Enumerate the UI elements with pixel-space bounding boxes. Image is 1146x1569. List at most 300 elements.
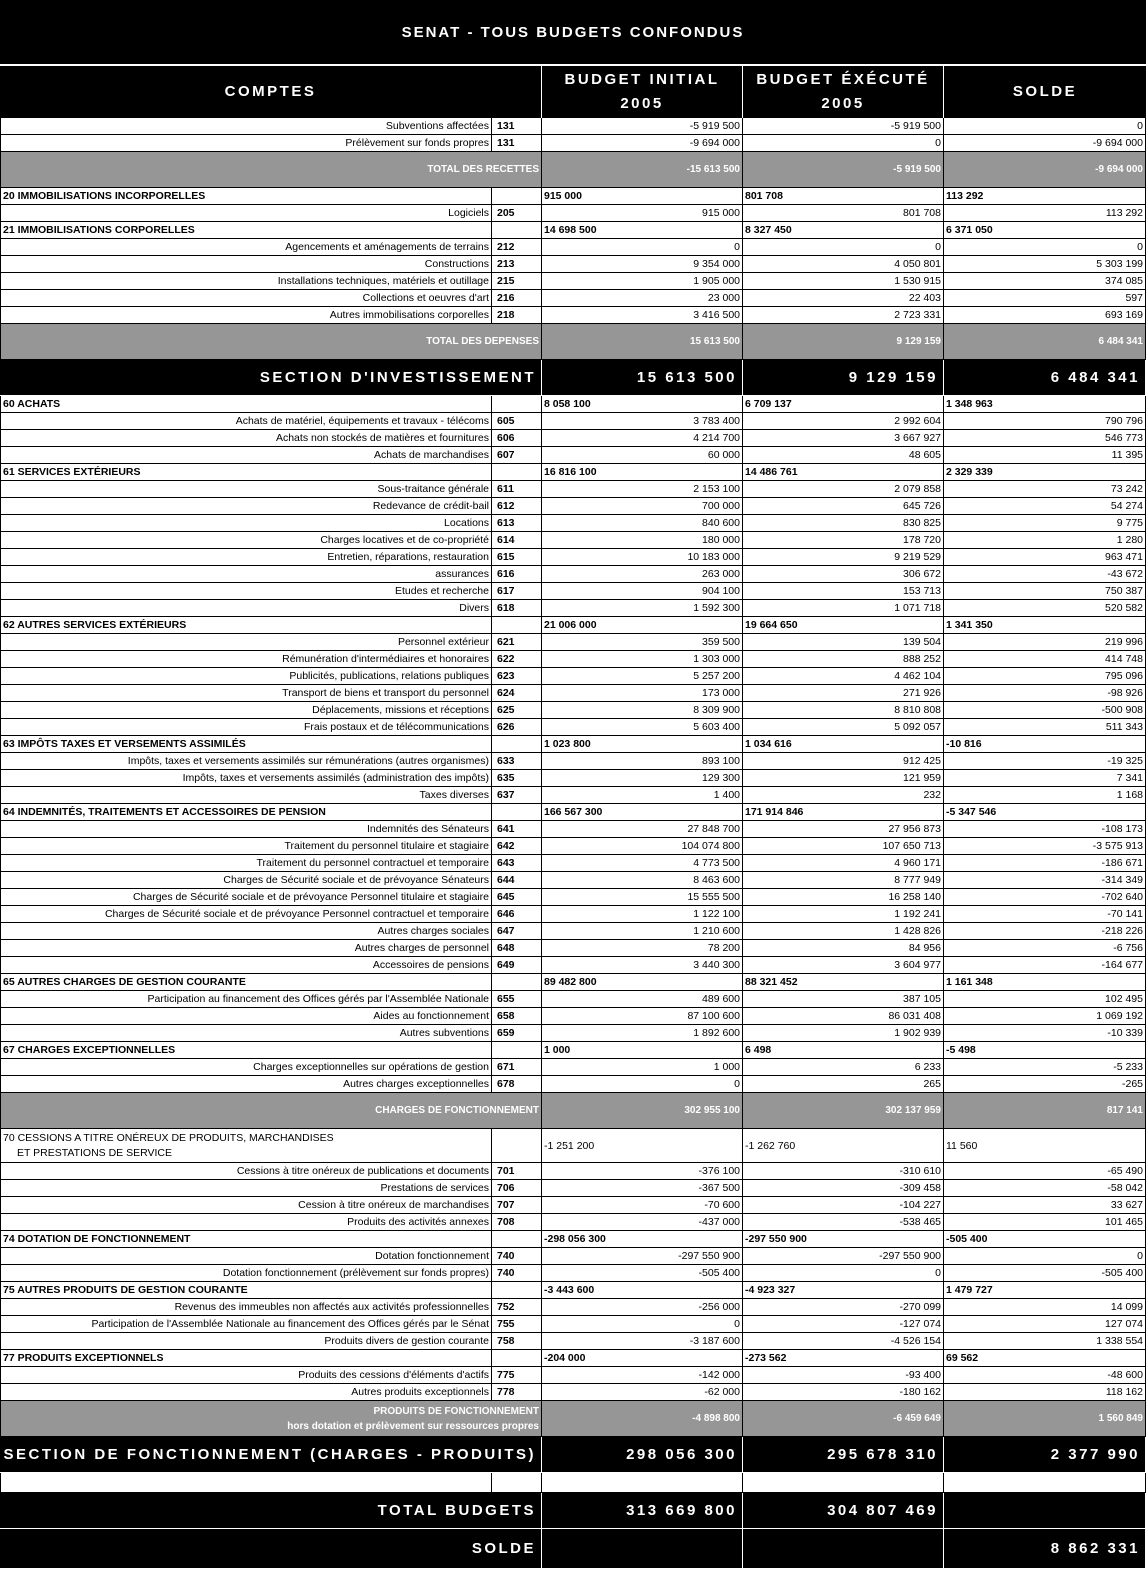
table-row	[0, 135, 1146, 152]
account-label: 77 PRODUITS EXCEPTIONNELS	[0, 1350, 492, 1366]
section-label	[0, 360, 542, 395]
group-row	[0, 1042, 1146, 1059]
account-label: Charges de Sécurité sociale et de prévoyance Sénateurs	[0, 872, 492, 888]
account-label: 62 AUTRES SERVICES EXTÉRIEURS	[0, 617, 492, 633]
section-label-text: TOTAL BUDGETS	[377, 1502, 536, 1519]
budget-execute-value: 1 192 241	[743, 906, 944, 922]
group-row	[0, 974, 1146, 991]
table-row	[0, 1265, 1146, 1282]
account-code: 626	[492, 719, 542, 735]
budget-execute-value: 302 137 959	[743, 1093, 944, 1128]
account-label: Dotation fonctionnement (prélèvement sur fonds propres)	[0, 1265, 492, 1281]
solde-value: 0	[944, 239, 1146, 255]
budget-initial-value: 5 603 400	[542, 719, 743, 735]
table-row	[0, 753, 1146, 770]
budget-execute-value: -104 227	[743, 1197, 944, 1213]
account-code: 216	[492, 290, 542, 306]
account-label-line2: ET PRESTATIONS DE SERVICE	[17, 1146, 173, 1159]
empty-cell	[0, 1473, 492, 1492]
account-label: 20 IMMOBILISATIONS INCORPORELLES	[0, 188, 492, 204]
account-label: Constructions	[0, 256, 492, 272]
budget-initial-value: -505 400	[542, 1265, 743, 1281]
account-code: 614	[492, 532, 542, 548]
budget-initial-value: 1 400	[542, 787, 743, 803]
solde-value: -9 694 000	[944, 152, 1146, 187]
section-row	[0, 1493, 1146, 1529]
account-label: Accessoires de pensions	[0, 957, 492, 973]
budget-table-body	[0, 118, 1146, 1569]
account-label: Charges exceptionnelles sur opérations de gestion	[0, 1059, 492, 1075]
table-header	[0, 66, 1146, 118]
group-row	[0, 804, 1146, 821]
account-code: 740	[492, 1265, 542, 1281]
solde-value	[944, 1493, 1146, 1528]
budget-execute-value: 304 807 469	[743, 1493, 944, 1528]
solde-value: 14 099	[944, 1299, 1146, 1315]
account-label: Autres produits exceptionnels	[0, 1384, 492, 1400]
solde-value: -58 042	[944, 1180, 1146, 1196]
solde-value: -314 349	[944, 872, 1146, 888]
account-code: 647	[492, 923, 542, 939]
solde-value: 5 303 199	[944, 256, 1146, 272]
account-label: 67 CHARGES EXCEPTIONNELLES	[0, 1042, 492, 1058]
account-label: Autres immobilisations corporelles	[0, 307, 492, 323]
account-label: Cessions à titre onéreux de publications et documents	[0, 1163, 492, 1179]
account-label: Prestations de services	[0, 1180, 492, 1196]
account-code	[492, 736, 542, 752]
budget-execute-value: 271 926	[743, 685, 944, 701]
account-code	[492, 1350, 542, 1366]
account-label: Sous-traitance générale	[0, 481, 492, 497]
account-label: Locations	[0, 515, 492, 531]
account-label: Revenus des immeubles non affectés aux activités professionnelles	[0, 1299, 492, 1315]
account-code: 740	[492, 1248, 542, 1264]
solde-value: 2 377 990	[944, 1437, 1146, 1472]
solde-value: 0	[944, 118, 1146, 134]
budget-execute-value: 912 425	[743, 753, 944, 769]
section-label-text: SECTION DE FONCTIONNEMENT (CHARGES - PRODUITS)	[3, 1446, 536, 1463]
budget-execute-value: 2 723 331	[743, 307, 944, 323]
account-code: 643	[492, 855, 542, 871]
title-text: SENAT - TOUS BUDGETS CONFONDUS	[401, 23, 745, 41]
solde-value: 1 161 348	[944, 974, 1146, 990]
solde-value: 817 141	[944, 1093, 1146, 1128]
solde-value: -3 575 913	[944, 838, 1146, 854]
solde-value: 11 395	[944, 447, 1146, 463]
table-row	[0, 1163, 1146, 1180]
account-label: Charges de Sécurité sociale et de prévoyance Personnel titulaire et stagiaire	[0, 889, 492, 905]
solde-value: -10 816	[944, 736, 1146, 752]
budget-initial-value: 1 303 000	[542, 651, 743, 667]
budget-initial-value: 904 100	[542, 583, 743, 599]
budget-initial-value: -70 600	[542, 1197, 743, 1213]
account-code: 624	[492, 685, 542, 701]
table-row	[0, 787, 1146, 804]
solde-value: 73 242	[944, 481, 1146, 497]
solde-value: -702 640	[944, 889, 1146, 905]
solde-value: 127 074	[944, 1316, 1146, 1332]
budget-execute-value: -310 610	[743, 1163, 944, 1179]
table-row	[0, 770, 1146, 787]
account-label: Agencements et aménagements de terrains	[0, 239, 492, 255]
account-code: 613	[492, 515, 542, 531]
budget-initial-value: 1 122 100	[542, 906, 743, 922]
table-row	[0, 1367, 1146, 1384]
account-label: 64 INDEMNITÉS, TRAITEMENTS ET ACCESSOIRES DE PENSION	[0, 804, 492, 820]
account-code: 607	[492, 447, 542, 463]
account-label: Impôts, taxes et versements assimilés sur rémunérations (autres organismes)	[0, 753, 492, 769]
solde-value: 1 280	[944, 532, 1146, 548]
budget-execute-value: 9 129 159	[743, 324, 944, 359]
account-code: 617	[492, 583, 542, 599]
section-label-text: SECTION D'INVESTISSEMENT	[259, 369, 536, 386]
account-label: Traitement du personnel contractuel et temporaire	[0, 855, 492, 871]
account-code: 752	[492, 1299, 542, 1315]
account-label: Traitement du personnel titulaire et stagiaire	[0, 838, 492, 854]
budget-initial-value: -3 443 600	[542, 1282, 743, 1298]
budget-execute-value: 645 726	[743, 498, 944, 514]
budget-initial-value: -376 100	[542, 1163, 743, 1179]
account-label: Divers	[0, 600, 492, 616]
budget-execute-value: -538 465	[743, 1214, 944, 1230]
account-label: Aides au fonctionnement	[0, 1008, 492, 1024]
account-label: 63 IMPÔTS TAXES ET VERSEMENTS ASSIMILÉS	[0, 736, 492, 752]
budget-initial-value: 8 463 600	[542, 872, 743, 888]
solde-value: -500 908	[944, 702, 1146, 718]
section-label-text: SOLDE	[471, 1540, 536, 1557]
header-comptes	[0, 66, 542, 118]
account-code: 645	[492, 889, 542, 905]
budget-initial-value: 3 416 500	[542, 307, 743, 323]
solde-value: 7 341	[944, 770, 1146, 786]
account-code	[492, 1042, 542, 1058]
total-row	[0, 1093, 1146, 1129]
account-label: Indemnités des Sénateurs	[0, 821, 492, 837]
account-code: 618	[492, 600, 542, 616]
budget-execute-value: 121 959	[743, 770, 944, 786]
budget-execute-value: 830 825	[743, 515, 944, 531]
spacer-row	[0, 1473, 1146, 1493]
table-row	[0, 583, 1146, 600]
account-code	[492, 974, 542, 990]
account-code: 641	[492, 821, 542, 837]
table-row	[0, 872, 1146, 889]
budget-execute-value: -6 459 649	[743, 1401, 944, 1436]
table-row	[0, 273, 1146, 290]
budget-execute-value: 5 092 057	[743, 719, 944, 735]
budget-execute-value: 801 708	[743, 188, 944, 204]
account-code: 625	[492, 702, 542, 718]
account-code: 701	[492, 1163, 542, 1179]
total-label-text: TOTAL DES RECETTES	[427, 164, 539, 175]
section-label	[0, 1493, 542, 1528]
budget-initial-value: 4 773 500	[542, 855, 743, 871]
group-row	[0, 222, 1146, 239]
header-execute-year: 2005	[821, 95, 865, 112]
account-label: Transport de biens et transport du personnel	[0, 685, 492, 701]
solde-value: -10 339	[944, 1025, 1146, 1041]
solde-value: -6 756	[944, 940, 1146, 956]
account-label: 75 AUTRES PRODUITS DE GESTION COURANTE	[0, 1282, 492, 1298]
budget-execute-value: 3 667 927	[743, 430, 944, 446]
budget-initial-value: -437 000	[542, 1214, 743, 1230]
total-label	[0, 152, 542, 187]
budget-initial-value: 23 000	[542, 290, 743, 306]
solde-value: -5 498	[944, 1042, 1146, 1058]
account-code	[492, 617, 542, 633]
account-label: 61 SERVICES EXTÉRIEURS	[0, 464, 492, 480]
account-code: 215	[492, 273, 542, 289]
group-row	[0, 1282, 1146, 1299]
budget-execute-value: -5 919 500	[743, 152, 944, 187]
budget-initial-value: 359 500	[542, 634, 743, 650]
budget-execute-value: 1 071 718	[743, 600, 944, 616]
budget-execute-value: -297 550 900	[743, 1231, 944, 1247]
solde-value: -265	[944, 1076, 1146, 1092]
account-code: 621	[492, 634, 542, 650]
account-label: Collections et oeuvres d'art	[0, 290, 492, 306]
total-label	[0, 324, 542, 359]
solde-value: 113 292	[944, 188, 1146, 204]
account-label: Autres charges sociales	[0, 923, 492, 939]
account-code: 775	[492, 1367, 542, 1383]
account-code: 623	[492, 668, 542, 684]
solde-value: 790 796	[944, 413, 1146, 429]
budget-execute-value: -93 400	[743, 1367, 944, 1383]
table-row	[0, 549, 1146, 566]
header-initial-label: BUDGET INITIAL	[564, 71, 720, 88]
table-row	[0, 821, 1146, 838]
budget-initial-value: 89 482 800	[542, 974, 743, 990]
account-code: 605	[492, 413, 542, 429]
account-code: 642	[492, 838, 542, 854]
account-label: 74 DOTATION DE FONCTIONNEMENT	[0, 1231, 492, 1247]
table-row	[0, 1316, 1146, 1333]
budget-execute-value: 306 672	[743, 566, 944, 582]
solde-value: 1 338 554	[944, 1333, 1146, 1349]
table-row	[0, 889, 1146, 906]
budget-execute-value: 171 914 846	[743, 804, 944, 820]
solde-value: 69 562	[944, 1350, 1146, 1366]
solde-value: 546 773	[944, 430, 1146, 446]
budget-initial-value: -15 613 500	[542, 152, 743, 187]
group-row	[0, 464, 1146, 481]
solde-value: -48 600	[944, 1367, 1146, 1383]
budget-initial-value: 263 000	[542, 566, 743, 582]
account-code: 648	[492, 940, 542, 956]
budget-initial-value: -204 000	[542, 1350, 743, 1366]
budget-initial-value: 21 006 000	[542, 617, 743, 633]
table-row	[0, 1384, 1146, 1401]
budget-initial-value: 104 074 800	[542, 838, 743, 854]
table-row	[0, 668, 1146, 685]
budget-execute-value: 1 902 939	[743, 1025, 944, 1041]
account-label: Dotation fonctionnement	[0, 1248, 492, 1264]
solde-value: 597	[944, 290, 1146, 306]
account-code	[492, 396, 542, 412]
account-label-line1: 70 CESSIONS A TITRE ONÉREUX DE PRODUITS, MARCHANDISES	[3, 1131, 334, 1144]
table-row	[0, 481, 1146, 498]
solde-value: 219 996	[944, 634, 1146, 650]
account-code: 649	[492, 957, 542, 973]
table-row	[0, 838, 1146, 855]
budget-execute-value: 153 713	[743, 583, 944, 599]
solde-value: 1 168	[944, 787, 1146, 803]
budget-execute-value: 107 650 713	[743, 838, 944, 854]
header-execute-label: BUDGET ÉXÉCUTÉ	[756, 71, 930, 88]
account-label: Prélèvement sur fonds propres	[0, 135, 492, 151]
group-row	[0, 396, 1146, 413]
budget-execute-value: 8 327 450	[743, 222, 944, 238]
table-row	[0, 1008, 1146, 1025]
solde-value: 6 371 050	[944, 222, 1146, 238]
budget-initial-value: 4 214 700	[542, 430, 743, 446]
table-row	[0, 430, 1146, 447]
table-row	[0, 1333, 1146, 1350]
table-row	[0, 1025, 1146, 1042]
budget-initial-value: 166 567 300	[542, 804, 743, 820]
table-row	[0, 447, 1146, 464]
solde-value: 102 495	[944, 991, 1146, 1007]
budget-execute-value: 48 605	[743, 447, 944, 463]
solde-value: -505 400	[944, 1231, 1146, 1247]
budget-initial-value: 15 613 500	[542, 324, 743, 359]
solde-value: -5 347 546	[944, 804, 1146, 820]
account-code: 778	[492, 1384, 542, 1400]
budget-initial-value: -297 550 900	[542, 1248, 743, 1264]
solde-value: 795 096	[944, 668, 1146, 684]
account-label: Installations techniques, matériels et outillage	[0, 273, 492, 289]
table-row	[0, 940, 1146, 957]
solde-value: 54 274	[944, 498, 1146, 514]
table-row	[0, 855, 1146, 872]
solde-value: 113 292	[944, 205, 1146, 221]
budget-initial-value: 173 000	[542, 685, 743, 701]
budget-initial-value: 313 669 800	[542, 1493, 743, 1528]
solde-value: 8 862 331	[944, 1529, 1146, 1568]
account-code: 707	[492, 1197, 542, 1213]
budget-initial-value: 1 905 000	[542, 273, 743, 289]
solde-value: 2 329 339	[944, 464, 1146, 480]
solde-value: 9 775	[944, 515, 1146, 531]
budget-initial-value: -4 898 800	[542, 1401, 743, 1436]
budget-initial-value: -367 500	[542, 1180, 743, 1196]
account-code: 611	[492, 481, 542, 497]
budget-execute-value: 86 031 408	[743, 1008, 944, 1024]
budget-execute-value: -1 262 760	[743, 1129, 944, 1162]
account-code: 212	[492, 239, 542, 255]
budget-execute-value: 801 708	[743, 205, 944, 221]
empty-cell	[743, 1473, 944, 1492]
section-label	[0, 1529, 542, 1568]
solde-value: -65 490	[944, 1163, 1146, 1179]
budget-initial-value: 1 892 600	[542, 1025, 743, 1041]
table-row	[0, 1197, 1146, 1214]
budget-execute-value: 0	[743, 239, 944, 255]
total-label-text: PRODUITS DE FONCTIONNEMENT	[373, 1405, 539, 1417]
budget-initial-value: 840 600	[542, 515, 743, 531]
table-row	[0, 719, 1146, 736]
header-comptes-label: COMPTES	[224, 83, 317, 100]
budget-initial-value: 2 153 100	[542, 481, 743, 497]
budget-execute-value: -180 162	[743, 1384, 944, 1400]
solde-value: 1 479 727	[944, 1282, 1146, 1298]
account-code: 213	[492, 256, 542, 272]
account-code	[492, 1129, 542, 1162]
table-row	[0, 1214, 1146, 1231]
account-label: Logiciels	[0, 205, 492, 221]
account-label: Entretien, réparations, restauration	[0, 549, 492, 565]
budget-initial-value: 5 257 200	[542, 668, 743, 684]
table-row	[0, 239, 1146, 256]
group2-row	[0, 1129, 1146, 1163]
budget-execute-value: 295 678 310	[743, 1437, 944, 1472]
table-row	[0, 566, 1146, 583]
total-label	[0, 1093, 542, 1128]
budget-initial-value: 915 000	[542, 188, 743, 204]
budget-execute-value: 14 486 761	[743, 464, 944, 480]
budget-initial-value: 302 955 100	[542, 1093, 743, 1128]
budget-execute-value: 0	[743, 1265, 944, 1281]
budget-execute-value: 6 498	[743, 1042, 944, 1058]
account-code	[492, 1282, 542, 1298]
table-row	[0, 515, 1146, 532]
account-code: 658	[492, 1008, 542, 1024]
budget-execute-value: 4 050 801	[743, 256, 944, 272]
table-row	[0, 118, 1146, 135]
budget-execute-value: -4 526 154	[743, 1333, 944, 1349]
budget-execute-value: 27 956 873	[743, 821, 944, 837]
header-budget-initial	[542, 66, 743, 118]
account-label: Déplacements, missions et réceptions	[0, 702, 492, 718]
account-code: 706	[492, 1180, 542, 1196]
section-row	[0, 360, 1146, 396]
budget-initial-value: 9 354 000	[542, 256, 743, 272]
account-label: Produits des activités annexes	[0, 1214, 492, 1230]
budget-initial-value: -9 694 000	[542, 135, 743, 151]
budget-initial-value: 180 000	[542, 532, 743, 548]
account-label: Achats de marchandises	[0, 447, 492, 463]
account-label: Taxes diverses	[0, 787, 492, 803]
budget-execute-value: 9 219 529	[743, 549, 944, 565]
table-row	[0, 906, 1146, 923]
group-row	[0, 188, 1146, 205]
budget-initial-value: 0	[542, 239, 743, 255]
budget-initial-value: 915 000	[542, 205, 743, 221]
budget-execute-value: 139 504	[743, 634, 944, 650]
budget-execute-value: 6 709 137	[743, 396, 944, 412]
account-code: 205	[492, 205, 542, 221]
total-label	[0, 1401, 542, 1436]
account-label: 21 IMMOBILISATIONS CORPORELLES	[0, 222, 492, 238]
budget-initial-value: 3 440 300	[542, 957, 743, 973]
budget-initial-value: 16 816 100	[542, 464, 743, 480]
budget-initial-value: 15 555 500	[542, 889, 743, 905]
total-label-text: TOTAL DES DEPENSES	[426, 336, 539, 347]
budget-initial-value: 60 000	[542, 447, 743, 463]
account-code	[492, 188, 542, 204]
account-label: Cession à titre onéreux de marchandises	[0, 1197, 492, 1213]
budget-execute-value: 22 403	[743, 290, 944, 306]
empty-cell	[492, 1473, 542, 1492]
solde-value: 11 560	[944, 1129, 1146, 1162]
budget-initial-value: 87 100 600	[542, 1008, 743, 1024]
section-row	[0, 1437, 1146, 1473]
solde-value: 750 387	[944, 583, 1146, 599]
budget-initial-value: -5 919 500	[542, 118, 743, 134]
solde-value: 1 348 963	[944, 396, 1146, 412]
account-code: 612	[492, 498, 542, 514]
